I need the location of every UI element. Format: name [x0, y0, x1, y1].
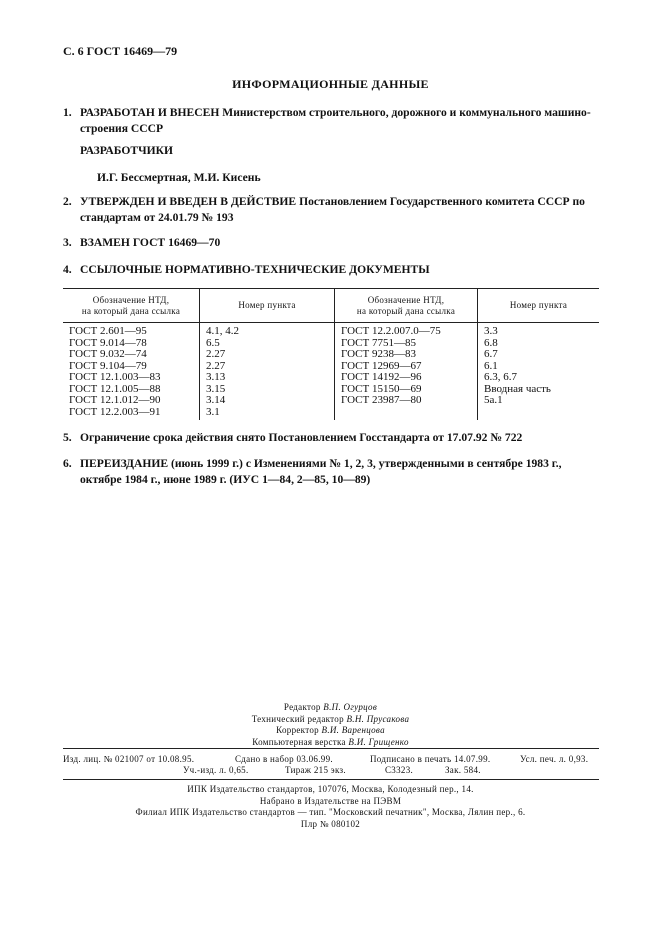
credits-block: [0, 702, 661, 748]
developers-names: И.Г. Бессмертная, М.И. Кисень: [97, 171, 261, 184]
col-header-doc-right: Обозначение НТД, на который дана ссылка: [335, 289, 478, 323]
divider: [63, 748, 599, 749]
doc-list-right: ГОСТ 12.2.007.0—75 ГОСТ 7751—85 ГОСТ 9238—83 ГОСТ 12969—67 ГОСТ 14192—96 ГОСТ 15150—69 ГОСТ 23987—80: [335, 323, 478, 421]
imprint-code: С3323.: [385, 765, 414, 775]
item-list-left: 4.1, 4.2 6.5 2.27 2.27 3.13 3.15 3.14 3.1: [200, 323, 335, 421]
branch-line: Филиал ИПК Издательство стандартов — тип. "Московский печатник", Москва, Лялин пер., 6.: [135, 807, 526, 817]
section-text: Министерством строительного, дорожного и коммунального машино-: [222, 106, 591, 119]
credit-proofreader: Корректор В.И. Варенцова: [276, 725, 385, 735]
section-developed: [63, 105, 603, 137]
section-text: Ограничение срока действия снято Постановлением Госстандарта от 17.07.92 № 722: [80, 431, 523, 444]
credit-tech-editor: Технический редактор В.Н. Прусакова: [251, 713, 410, 724]
section-text: ПЕРЕИЗДАНИЕ (июнь 1999 г.) с Изменениями № 1, 2, 3, утвержденными в сентябре 1983 г.,: [80, 457, 562, 470]
section-number: 1.: [63, 106, 72, 119]
doc-list-left: ГОСТ 2.601—95 ГОСТ 9.014—78 ГОСТ 9.032—74 ГОСТ 9.104—79 ГОСТ 12.1.003—83 ГОСТ 12.1.005—88 ГОСТ 12.1.012—90 ГОСТ 12.2.003—91: [69, 325, 161, 418]
page-header: С. 6 ГОСТ 16469—79: [63, 44, 178, 58]
imprint-license: Изд. лиц. № 021007 от 10.08.95.: [63, 754, 195, 764]
col-header-doc-left: Обозначение НТД, на который дана ссылка: [63, 289, 200, 323]
publisher-line: ИПК Издательство стандартов, 107076, Москва, Колодезный пер., 14.: [187, 784, 474, 794]
section-number: 5.: [63, 431, 72, 444]
plr-line: Плр № 080102: [300, 818, 361, 829]
typeset-line: Набрано в Издательстве на ПЭВМ: [259, 795, 402, 806]
page-title: ИНФОРМАЦИОННЫЕ ДАННЫЕ: [232, 77, 429, 91]
reference-table: [63, 288, 599, 420]
credit-editor: Редактор В.П. Огурцов: [283, 702, 378, 712]
imprint-print-sheets: Усл. печ. л. 0,93.: [520, 754, 589, 764]
section-number: 6.: [63, 457, 72, 470]
section-lead: РАЗРАБОТАН И ВНЕСЕН: [80, 106, 220, 119]
section-text: ВЗАМЕН ГОСТ 16469—70: [80, 236, 221, 249]
credit-layout: Компьютерная верстка В.И. Грищенко: [252, 736, 409, 747]
col-header-item-right: Номер пункта: [478, 289, 600, 323]
section-approved: [63, 194, 603, 226]
section-reissue: [63, 456, 608, 488]
section-number: 4.: [63, 263, 72, 276]
section-text: ССЫЛОЧНЫЕ НОРМАТИВНО-ТЕХНИЧЕСКИЕ ДОКУМЕНТЫ: [80, 263, 430, 276]
section-replaces: [63, 235, 220, 251]
publisher-block: [0, 784, 661, 830]
imprint-order: Зак. 584.: [445, 765, 481, 775]
divider: [63, 779, 599, 780]
section-text-continued: стандартам от 24.01.79 № 193: [80, 211, 234, 224]
table-header-row: [63, 289, 599, 323]
section-text-continued: строения СССР: [80, 122, 164, 135]
col-header-item-left: Номер пункта: [200, 289, 335, 323]
section-references: [63, 262, 430, 278]
section-number: 2.: [63, 195, 72, 208]
section-term-limit: [63, 430, 522, 446]
section-lead: УТВЕРЖДЕН И ВВЕДЕН В ДЕЙСТВИЕ: [80, 195, 297, 208]
imprint-submitted: Сдано в набор 03.06.99.: [235, 754, 333, 764]
section-text-continued: октябре 1984 г., июне 1989 г. (ИУС 1—84, 2—85, 10—89): [80, 473, 371, 486]
imprint-circulation: Тираж 215 экз.: [285, 765, 346, 775]
developers-heading: РАЗРАБОТЧИКИ: [80, 144, 174, 157]
section-number: 3.: [63, 236, 72, 249]
item-list-right: 3.3 6.8 6.7 6.1 6.3, 6.7 Вводная часть 5а.1: [478, 323, 600, 421]
imprint-pub-sheets: Уч.-изд. л. 0,65.: [183, 765, 249, 775]
imprint-signed: Подписано в печать 14.07.99.: [370, 754, 491, 764]
table-row: [63, 323, 599, 421]
section-text: Постановлением Государственного комитета СССР по: [299, 195, 585, 208]
